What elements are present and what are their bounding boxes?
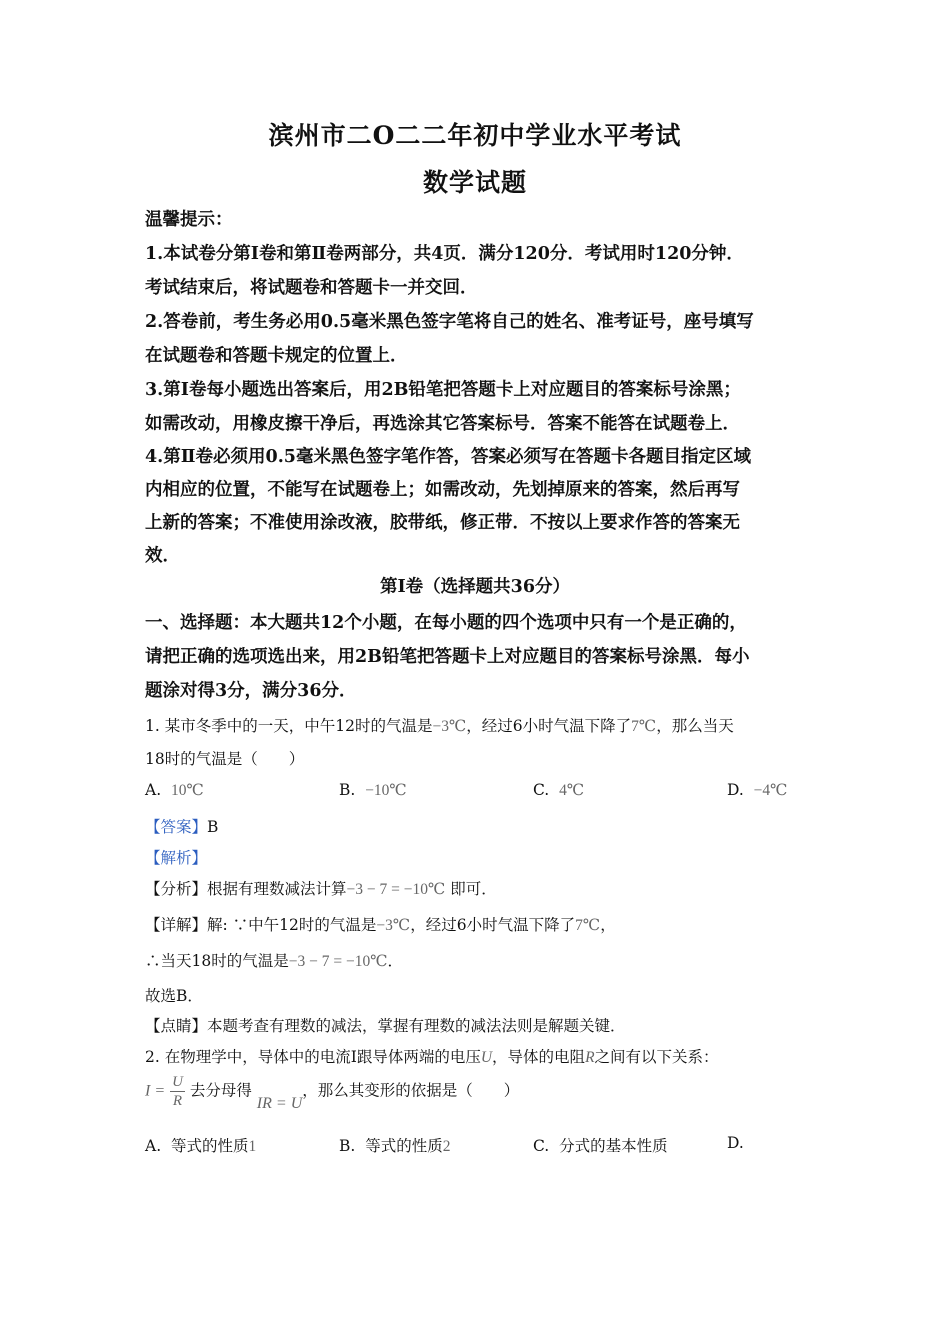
q1-fenxi bbox=[145, 877, 497, 899]
q2-fraction bbox=[170, 1073, 185, 1110]
q2-text: 去分母得 bbox=[189, 1081, 252, 1100]
fenxi-tag: 【分析】 bbox=[145, 880, 208, 898]
question-1-stem bbox=[145, 714, 734, 736]
xiangjie-tag: 【详解】 bbox=[145, 916, 208, 934]
xiangjie-text: ，经过6小时气温下降了 bbox=[410, 916, 576, 934]
q1-text: ，经过6小时气温下降了 bbox=[466, 717, 632, 735]
option-label: A. bbox=[145, 1137, 162, 1155]
fenxi-expression: −3 − 7 = −10℃ bbox=[346, 881, 446, 898]
q1-option-d bbox=[727, 781, 788, 800]
notice-line: 效． bbox=[145, 546, 180, 566]
dianjing-tag: 【点睛】 bbox=[145, 1017, 208, 1035]
notice-line: 4.第Ⅱ卷必须用0.5毫米黑色签字笔作答，答案必须写在答题卡各题目指定区域 bbox=[145, 447, 751, 467]
q1-answer bbox=[145, 815, 218, 837]
section-instruction: 一、选择题：本大题共12个小题，在每小题的四个选项中只有一个是正确的， bbox=[145, 613, 747, 633]
xiangjie-temp: −3℃ bbox=[376, 917, 411, 934]
notice-line: 内相应的位置，不能写在试题卷上；如需改动，先划掉原来的答案，然后再写 bbox=[145, 480, 740, 500]
notice-line: 1.本试卷分第Ⅰ卷和第Ⅱ卷两部分，共4页．满分120分．考试用时120分钟． bbox=[145, 244, 744, 264]
option-label: C. bbox=[533, 1137, 550, 1155]
q2-var-u: U bbox=[480, 1049, 493, 1066]
q1-option-a bbox=[145, 781, 204, 800]
q2-var-r: R bbox=[585, 1049, 595, 1066]
q2-option-c bbox=[533, 1134, 668, 1156]
fraction-denominator: R bbox=[172, 1093, 183, 1109]
fenxi-text: 即可． bbox=[450, 880, 497, 898]
fenxi-text: 根据有理数减法计算 bbox=[207, 880, 347, 898]
q2-eq-lhs: I = bbox=[145, 1082, 166, 1100]
q2-option-b bbox=[339, 1134, 450, 1156]
q1-temp-noon: −3℃ bbox=[432, 718, 467, 735]
q2-text: ，导体的电阻 bbox=[492, 1048, 586, 1066]
q2-option-a bbox=[145, 1134, 256, 1156]
q1-analysis-tag: 【解析】 bbox=[145, 849, 208, 867]
notice-line: 3.第Ⅰ卷每小题选出答案后，用2B铅笔把答题卡上对应题目的答案标号涂黑； bbox=[145, 380, 741, 400]
notice-line: 考试结束后，将试题卷和答题卡一并交回． bbox=[145, 278, 478, 298]
q1-xiangjie bbox=[145, 913, 616, 935]
q2-text: 之间有以下关系： bbox=[594, 1048, 719, 1066]
dianjing-text: 本题考查有理数的减法，掌握有理数的减法法则是解题关键． bbox=[207, 1017, 626, 1035]
option-label: C. bbox=[533, 781, 550, 799]
q2-option-d bbox=[727, 1134, 744, 1153]
option-text: 分式的基本性质 bbox=[559, 1137, 668, 1155]
q1-option-c bbox=[533, 781, 584, 800]
option-label: D. bbox=[727, 1134, 744, 1152]
q2-text: ，那么其变形的依据是（ ） bbox=[302, 1081, 520, 1100]
therefore-expression: −3 − 7 = −10℃ bbox=[288, 953, 388, 970]
therefore-text: ． bbox=[387, 952, 404, 970]
option-label: B. bbox=[339, 781, 356, 799]
xiangjie-temp: 7℃ bbox=[575, 917, 601, 934]
option-value: −4℃ bbox=[753, 782, 788, 799]
notice-line: 在试题卷和答题卡规定的位置上． bbox=[145, 346, 408, 366]
option-value: 10℃ bbox=[170, 782, 204, 799]
notice-line: 2.答卷前，考生务必用0.5毫米黑色签字笔将自己的姓名、准考证号，座号填写 bbox=[145, 312, 754, 332]
q1-conclusion: 故选B． bbox=[145, 987, 203, 1005]
answer-tag: 【答案】 bbox=[145, 818, 208, 836]
option-value: −10℃ bbox=[365, 782, 407, 799]
xiangjie-text: 解: ∵中午12时的气温是 bbox=[207, 916, 377, 934]
question-1-stem-line2: 18时的气温是（ ） bbox=[145, 750, 305, 768]
answer-value: B bbox=[207, 818, 219, 836]
q1-dianjing bbox=[145, 1014, 626, 1036]
fraction-numerator: U bbox=[172, 1074, 183, 1090]
question-2-stem bbox=[145, 1045, 719, 1067]
therefore-text: ∴当天18时的气温是 bbox=[145, 952, 289, 970]
notice-heading: 温馨提示： bbox=[145, 210, 233, 230]
notice-line: 如需改动，用橡皮擦干净后，再选涂其它答案标号．答案不能答在试题卷上． bbox=[145, 414, 740, 434]
q1-text: ，那么当天 bbox=[656, 717, 734, 735]
option-label: A. bbox=[145, 781, 162, 799]
q1-text: 1. 某市冬季中的一天，中午12时的气温是 bbox=[145, 717, 433, 735]
q2-eq2: IR = U bbox=[256, 1094, 303, 1112]
section-instruction: 题涂对得3分，满分36分． bbox=[145, 681, 357, 701]
page-subtitle: 数学试题 bbox=[422, 168, 527, 197]
question-2-equation-line bbox=[145, 1073, 519, 1110]
q1-temp-drop: 7℃ bbox=[631, 718, 657, 735]
xiangjie-text: ， bbox=[600, 916, 616, 934]
notice-line: 上新的答案；不准使用涂改液，胶带纸，修正带．不按以上要求作答的答案无 bbox=[145, 513, 740, 533]
section-title: 第Ⅰ卷（选择题共36分） bbox=[379, 577, 571, 597]
option-text: 等式的性质 bbox=[170, 1137, 249, 1155]
option-number: 1 bbox=[248, 1138, 257, 1155]
q2-text: 2. 在物理学中，导体中的电流Ⅰ跟导体两端的电压 bbox=[145, 1048, 481, 1066]
q1-option-b bbox=[339, 781, 407, 800]
option-text: 等式的性质 bbox=[365, 1137, 443, 1155]
option-number: 2 bbox=[442, 1138, 451, 1155]
option-value: 4℃ bbox=[559, 782, 585, 799]
section-instruction: 请把正确的选项选出来，用2B铅笔把答题卡上对应题目的答案标号涂黑．每小 bbox=[145, 647, 750, 667]
option-label: D. bbox=[727, 781, 744, 799]
q1-therefore bbox=[145, 949, 403, 971]
page-title: 滨州市二O二二年初中学业水平考试 bbox=[268, 121, 682, 150]
option-label: B. bbox=[339, 1137, 356, 1155]
